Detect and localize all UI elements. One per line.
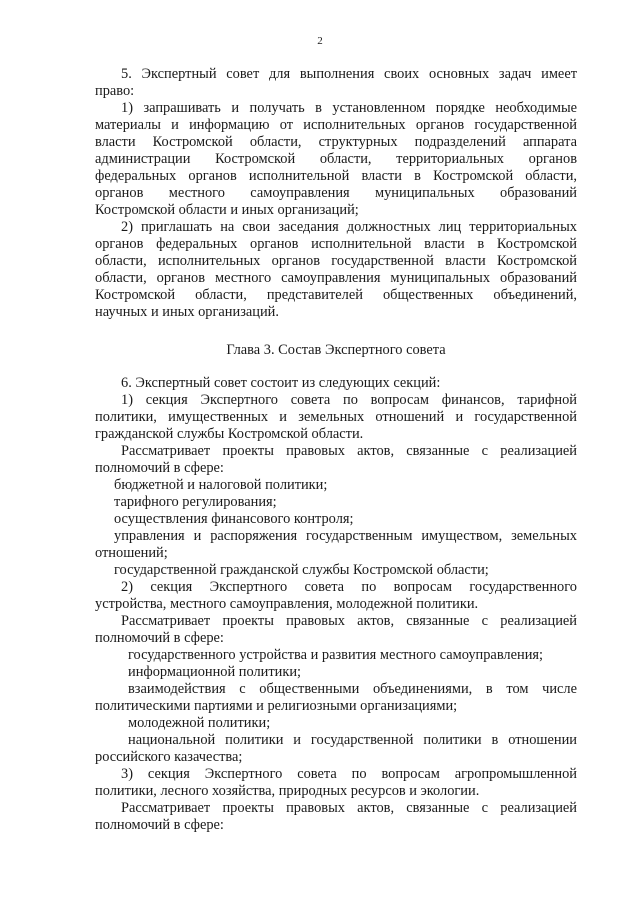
item-2-line: Костромской области, представителей общественных объединений, <box>95 287 577 303</box>
reviews-line: полномочий в сфере: <box>95 460 224 476</box>
section-2-line: устройства, местного самоуправления, молодежной политики. <box>95 596 479 612</box>
sphere-item: информационной политики; <box>128 664 302 680</box>
section-1-line: 1) секция Экспертного совета по вопросам финансов, тарифной <box>121 392 577 408</box>
item-2-line: научных и иных организаций. <box>95 304 279 320</box>
sphere-item: молодежной политики; <box>128 715 271 731</box>
sphere-item: национальной политики и государственной политики в отношении <box>128 732 577 748</box>
reviews-line: Рассматривает проекты правовых актов, связанные с реализацией <box>121 800 577 816</box>
section-3-line: политики, лесного хозяйства, природных ресурсов и экологии. <box>95 783 480 799</box>
item-2-line: области, органов местного самоуправления муниципальных образований <box>95 270 577 286</box>
sphere-item: взаимодействия с общественными объединениями, в том числе <box>128 681 577 697</box>
reviews-line: полномочий в сфере: <box>95 817 224 833</box>
sphere-item: государственной гражданской службы Костромской области; <box>114 562 489 578</box>
sphere-item: тарифного регулирования; <box>114 494 277 510</box>
item-1-line: власти Костромской области, структурных подразделений аппарата <box>95 134 577 150</box>
sphere-item: политическими партиями и религиозными организациями; <box>95 698 458 714</box>
item-1-line: 1) запрашивать и получать в установленном порядке необходимые <box>121 100 577 116</box>
sphere-item: управления и распоряжения государственным имуществом, земельных <box>114 528 577 544</box>
chapter-heading-block <box>95 342 577 359</box>
paragraph-5-line: 5. Экспертный совет для выполнения своих основных задач имеет <box>121 66 577 82</box>
section-1-line: политики, имущественных и земельных отношений и государственной <box>95 409 577 425</box>
section-composition <box>95 375 577 834</box>
item-1-line: федеральных органов исполнительной власти в Костромской области, <box>95 168 577 184</box>
reviews-line: полномочий в сфере: <box>95 630 224 646</box>
sphere-item: бюджетной и налоговой политики; <box>114 477 328 493</box>
item-2-line: области, исполнительных органов государственной власти Костромской <box>95 253 577 269</box>
paragraph-5-line: право: <box>95 83 135 99</box>
sphere-item: осуществления финансового контроля; <box>114 511 354 527</box>
section-rights <box>95 66 577 321</box>
reviews-line: Рассматривает проекты правовых актов, связанные с реализацией <box>121 443 577 459</box>
reviews-line: Рассматривает проекты правовых актов, связанные с реализацией <box>121 613 577 629</box>
section-3-line: 3) секция Экспертного совета по вопросам агропромышленной <box>121 766 577 782</box>
section-2-line: 2) секция Экспертного совета по вопросам государственного <box>121 579 577 595</box>
paragraph-6-line: 6. Экспертный совет состоит из следующих секций: <box>121 375 441 391</box>
section-1-line: гражданской службы Костромской области. <box>95 426 364 442</box>
item-1-line: материалы и информацию от исполнительных органов государственной <box>95 117 577 133</box>
sphere-item: российского казачества; <box>95 749 243 765</box>
sphere-item: отношений; <box>95 545 168 561</box>
sphere-item: государственного устройства и развития местного самоуправления; <box>128 647 544 663</box>
chapter-heading: Глава 3. Состав Экспертного совета <box>226 342 446 358</box>
item-2-line: 2) приглашать на свои заседания должностных лиц территориальных <box>121 219 577 235</box>
item-1-line: администрации Костромской области, территориальных органов <box>95 151 577 167</box>
item-2-line: органов федеральных органов исполнительной власти в Костромской <box>95 236 577 252</box>
item-1-line: органов местного самоуправления муниципальных образований <box>95 185 577 201</box>
item-1-line: Костромской области и иных организаций; <box>95 202 359 218</box>
page-number: 2 <box>317 35 323 47</box>
